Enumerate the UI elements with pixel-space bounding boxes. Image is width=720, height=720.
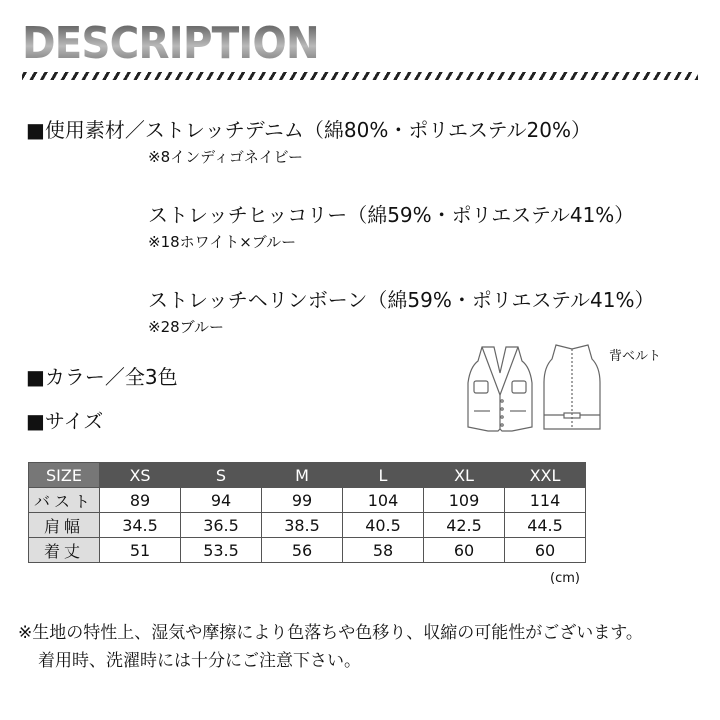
table-cell: 58 <box>343 538 424 563</box>
table-cell: 53.5 <box>181 538 262 563</box>
table-cell: 44.5 <box>505 513 586 538</box>
table-row <box>29 538 586 563</box>
table-row <box>29 488 586 513</box>
header-cell: M <box>262 463 343 488</box>
size-heading: ■サイズ <box>26 409 104 433</box>
table-cell: 94 <box>181 488 262 513</box>
table-cell: 104 <box>343 488 424 513</box>
row-label: 肩幅 <box>29 513 100 538</box>
table-cell: 109 <box>424 488 505 513</box>
header-cell: XL <box>424 463 505 488</box>
back-belt-label: 背ベルト <box>609 349 662 364</box>
table-row <box>29 513 586 538</box>
vest-front-drawing <box>468 347 532 431</box>
table-cell: 99 <box>262 488 343 513</box>
table-cell: 40.5 <box>343 513 424 538</box>
material-1-color: ※8インディゴネイビー <box>148 148 304 166</box>
table-cell: 38.5 <box>262 513 343 538</box>
header-cell: XXL <box>505 463 586 488</box>
table-cell: 60 <box>424 538 505 563</box>
color-count: ■カラー／全3色 <box>26 365 178 389</box>
material-3-color: ※28ブルー <box>148 318 225 336</box>
table-cell: 51 <box>100 538 181 563</box>
table-cell: 56 <box>262 538 343 563</box>
table-cell: 60 <box>505 538 586 563</box>
table-cell: 34.5 <box>100 513 181 538</box>
size-table <box>28 462 586 563</box>
material-3-name: ストレッチヘリンボーン（綿59%・ポリエステル41%） <box>148 288 655 312</box>
unit-label: (cm) <box>550 571 580 586</box>
vest-back-drawing <box>544 345 600 429</box>
material-2-name: ストレッチヒッコリー（綿59%・ポリエステル41%） <box>148 203 635 227</box>
table-cell: 36.5 <box>181 513 262 538</box>
header-cell: XS <box>100 463 181 488</box>
table-cell: 89 <box>100 488 181 513</box>
material-2-color: ※18ホワイト×ブルー <box>148 233 297 251</box>
row-label: 着丈 <box>29 538 100 563</box>
header-cell: L <box>343 463 424 488</box>
material-label: ■使用素材／ストレッチデニム（綿80%・ポリエステル20%） <box>26 118 592 142</box>
header-divider <box>22 72 698 80</box>
header-cell: SIZE <box>29 463 100 488</box>
table-cell: 42.5 <box>424 513 505 538</box>
row-label: バスト <box>29 488 100 513</box>
care-note-1: ※生地の特性上、湿気や摩擦により色落ちや色移り、収縮の可能性がございます。 <box>18 623 643 643</box>
size-table-header <box>29 463 586 488</box>
table-cell: 114 <box>505 488 586 513</box>
care-note-2: 着用時、洗濯時には十分にご注意下さい。 <box>38 651 361 671</box>
header-cell: S <box>181 463 262 488</box>
page-title: DESCRIPTION <box>22 18 319 69</box>
